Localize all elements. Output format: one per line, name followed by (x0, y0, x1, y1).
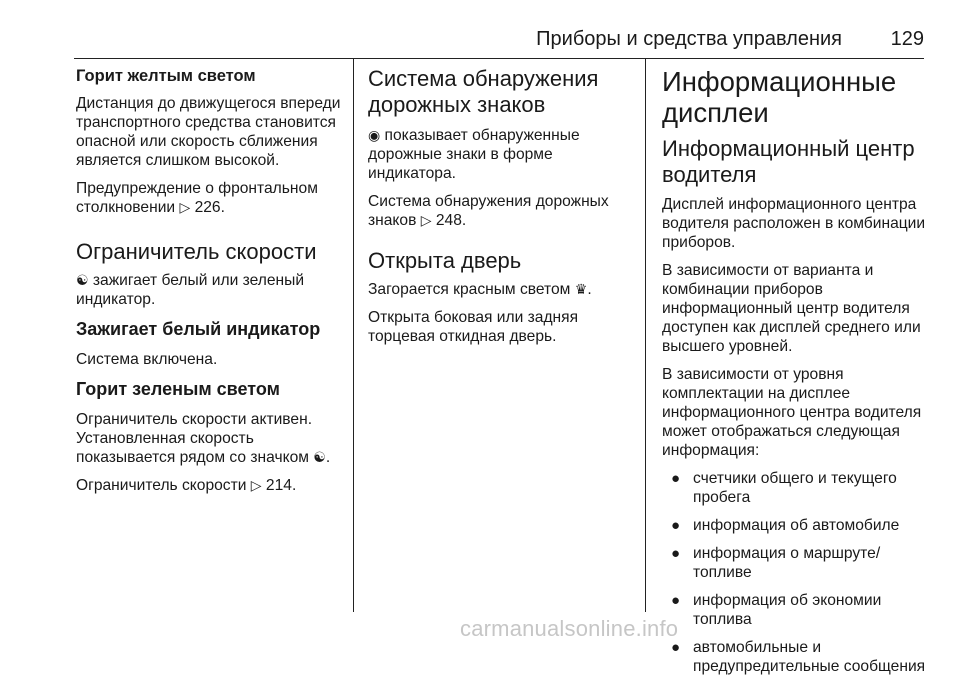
list-item (662, 544, 926, 582)
sign-ref-page[interactable]: 248. (435, 212, 467, 229)
list-item (662, 469, 926, 507)
list-item-text: информация об экономии топлива (693, 592, 882, 628)
bullet-icon: ● (671, 639, 681, 656)
collision-ref-text: Предупреждение о фронтальном столкновении (76, 180, 318, 216)
column-3 (662, 66, 926, 685)
heading-green-light: Горит зеленым светом (76, 379, 280, 399)
limiter-ref-text: Ограничитель скорости (76, 477, 251, 494)
sign-detect-text: показывает обнаруженные дорожные знаки в форме индикатора. (368, 127, 580, 182)
header-rule (74, 58, 924, 59)
info-list (662, 469, 926, 676)
list-item-text: счетчики общего и текущего пробега (693, 470, 897, 506)
list-item (662, 638, 926, 676)
heading-speed-limiter: Ограничитель скорости (76, 239, 317, 264)
door-open-icon: ♛ (574, 281, 588, 297)
list-item-text: автомобильные и предупредительные сообщения (693, 639, 926, 675)
paragraph-dic-info: В зависимости от уровня комплектации на дисплее информационного центра водителя может отображаться следующая информация: (662, 366, 922, 459)
paragraph-dic-variant: В зависимости от варианта и комбинации приборов информационный центр водителя доступен как дисплей среднего или высшего уровней. (662, 262, 921, 355)
ref-arrow-icon: ▷ (179, 199, 191, 215)
paragraph-collision-ref (76, 179, 344, 217)
heading-yellow-light: Горит желтым светом (76, 67, 256, 85)
paragraph-limiter-active (76, 410, 344, 467)
list-item-text: информация о маршруте/ топливе (693, 545, 881, 581)
list-item-text: информация об автомобиле (693, 517, 900, 534)
speed-limiter-icon: ☯ (313, 449, 326, 465)
ref-arrow-icon: ▷ (420, 212, 432, 228)
door-red-text: Загорается красным светом (368, 281, 575, 298)
heading-driver-info-center: Информационный центр водителя (662, 136, 915, 187)
column-2 (368, 66, 636, 355)
bullet-icon: ● (671, 470, 681, 487)
paragraph-door-open: Открыта боковая или задняя торцевая откидная дверь. (368, 309, 579, 345)
limiter-ref-page[interactable]: 214. (265, 477, 297, 494)
heading-info-displays: Информационные дисплеи (662, 66, 897, 128)
header-title: Приборы и средства управления (536, 28, 842, 50)
heading-traffic-sign: Система обнаружения дорожных знаков (368, 66, 599, 117)
sign-ref-text: Система обнаружения дорожных знаков (368, 193, 609, 229)
paragraph-limiter-ref (76, 476, 344, 495)
page-number: 129 (890, 28, 924, 50)
paragraph-sign-ref (368, 192, 636, 230)
paragraph-limiter-indicator (76, 271, 344, 309)
traffic-sign-icon: ◉ (368, 127, 381, 143)
column-1 (76, 66, 344, 504)
heading-door-open: Открыта дверь (368, 248, 522, 273)
bullet-icon: ● (671, 517, 681, 534)
heading-white-indicator: Зажигает белый индикатор (76, 319, 321, 339)
bullet-icon: ● (671, 592, 681, 609)
limiter-active-end: . (325, 449, 331, 466)
list-item (662, 591, 926, 629)
watermark: carmanualsonline.info (460, 616, 679, 641)
door-red-end: . (587, 281, 592, 298)
paragraph-dic-location: Дисплей информационного центра водителя расположен в комбинации приборов. (662, 196, 926, 251)
paragraph-distance-warning: Дистанция до движущегося впереди транспортного средства становится опасной или скорость сближения является слишком высокой. (76, 95, 341, 169)
paragraph-sign-detect (368, 126, 636, 183)
collision-ref-page[interactable]: 226. (194, 199, 225, 216)
column-divider-2 (645, 58, 646, 612)
speed-limiter-icon: ☯ (76, 272, 89, 288)
list-item (662, 516, 926, 535)
paragraph-door-red (368, 280, 636, 299)
paragraph-system-on: Система включена. (76, 351, 218, 368)
page-header (74, 28, 924, 58)
bullet-icon: ● (671, 545, 681, 562)
limiter-indicator-text: зажигает белый или зеленый индикатор. (76, 272, 305, 308)
limiter-active-text: Ограничитель скорости активен. Установленная скорость показывается рядом со значком (76, 411, 314, 466)
ref-arrow-icon: ▷ (250, 477, 262, 493)
column-divider-1 (353, 58, 354, 612)
